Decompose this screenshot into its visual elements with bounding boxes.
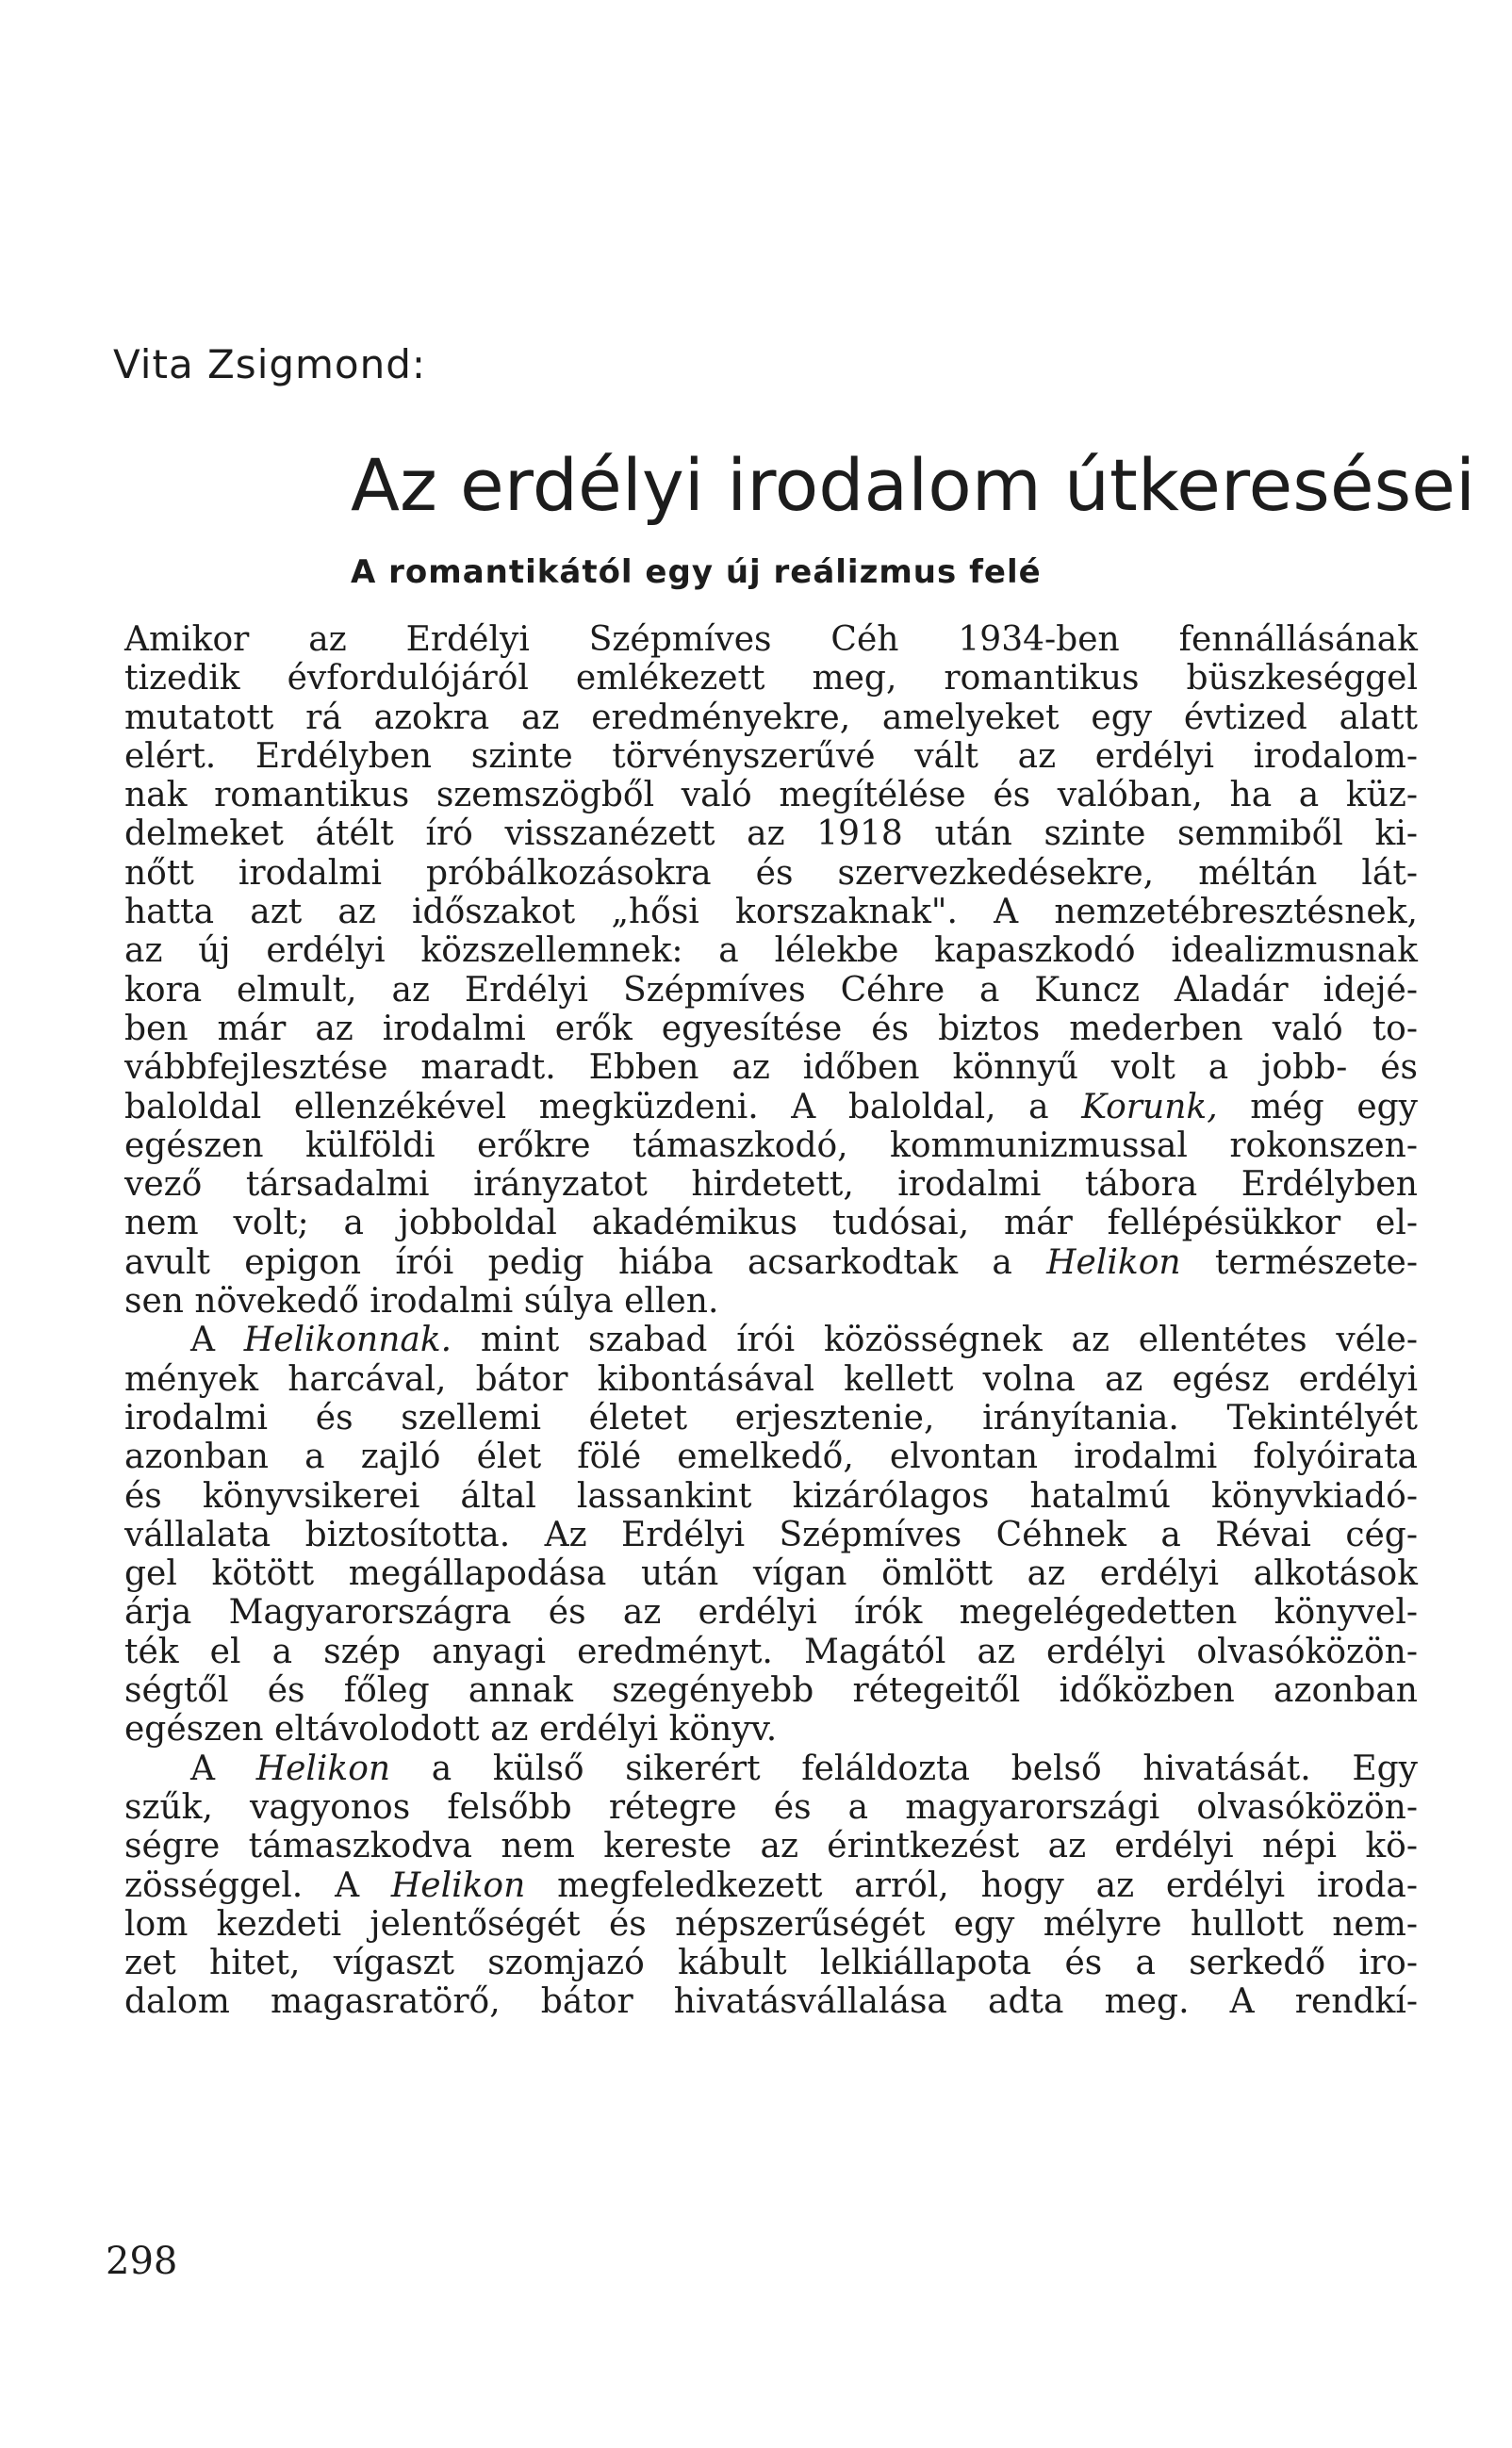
text-line xyxy=(124,1633,1418,1671)
text-segment: avult epigon írói pedig hiába acsarkodtak a xyxy=(124,1242,1047,1282)
text-line xyxy=(124,1982,1418,2021)
text-segment: az új erdélyi közszellemnek: a lélekbe kapaszkodó idealizmusnak xyxy=(124,931,1418,971)
text-line xyxy=(124,1477,1418,1516)
text-segment: tizedik évfordulójáról emlékezett meg, romantikus büszkeséggel xyxy=(124,659,1418,698)
text-line xyxy=(124,1905,1418,1944)
text-line xyxy=(124,1088,1418,1126)
text-segment: mint szabad írói közösségnek az ellentétes véle- xyxy=(452,1321,1418,1360)
text-line xyxy=(124,854,1418,893)
text-line xyxy=(124,814,1418,853)
text-segment: irodalmi és szellemi életet erjesztenie, irányítania. Tekintélyét xyxy=(124,1398,1418,1438)
italic-segment: Helikon xyxy=(1046,1242,1181,1282)
text-segment: lom kezdeti jelentőségét és népszerűségét egy mélyre hullott nem- xyxy=(124,1904,1418,1944)
text-line xyxy=(124,737,1418,776)
text-segment: dalom magasratörő, bátor hivatásvállalása adta meg. A rendkí- xyxy=(124,1982,1418,2022)
text-line xyxy=(124,1321,1418,1359)
text-segment: delmeket átélt író visszanézett az 1918 után szinte semmiből ki- xyxy=(124,814,1418,854)
text-line xyxy=(124,620,1418,659)
text-segment: A xyxy=(190,1321,244,1360)
text-segment: A xyxy=(190,1749,256,1788)
text-line xyxy=(124,1243,1418,1282)
text-segment: vező társadalmi irányzatot hirdetett, irodalmi tábora Erdélyben xyxy=(124,1165,1418,1205)
text-line xyxy=(124,1710,1418,1749)
text-line xyxy=(124,1944,1418,1982)
text-segment: szűk, vagyonos felsőbb rétegre és a magyarországi olvasóközön- xyxy=(124,1787,1418,1827)
text-line xyxy=(124,1126,1418,1165)
text-line xyxy=(124,893,1418,931)
text-line xyxy=(124,931,1418,970)
text-segment: ben már az irodalmi erők egyesítése és biztos mederben való to- xyxy=(124,1009,1418,1048)
text-line xyxy=(124,1165,1418,1204)
text-segment: még egy xyxy=(1217,1087,1419,1126)
text-segment: árja Magyarországra és az erdélyi írók megelégedetten könyvel- xyxy=(124,1593,1418,1633)
text-line xyxy=(124,659,1418,698)
text-segment: kora elmult, az Erdélyi Szépmíves Céhre a Kuncz Aladár idejé- xyxy=(124,970,1418,1010)
text-segment: egészen külföldi erőkre támaszkodó, kommunizmussal rokonszen- xyxy=(124,1125,1418,1165)
text-segment: vábbfejlesztése maradt. Ebben az időben könnyű volt a jobb- és xyxy=(124,1048,1418,1088)
text-segment: ségtől és főleg annak szegényebb rétegeitől időközben azonban xyxy=(124,1671,1418,1711)
article-subtitle: A romantikától egy új reálizmus felé xyxy=(351,553,1042,591)
italic-segment: Korunk, xyxy=(1081,1087,1218,1126)
text-line xyxy=(124,1048,1418,1087)
text-segment: zösséggel. A xyxy=(124,1865,391,1905)
text-line xyxy=(124,1827,1418,1865)
text-line xyxy=(124,1399,1418,1438)
text-segment: a külső sikerért feláldozta belső hivatását. Egy xyxy=(390,1749,1418,1788)
text-line xyxy=(124,1204,1418,1242)
text-line xyxy=(124,971,1418,1010)
text-segment: mények harcával, bátor kibontásával kellett volna az egész erdélyi xyxy=(124,1359,1418,1399)
text-segment: sen növekedő irodalmi súlya ellen. xyxy=(124,1282,719,1322)
text-line xyxy=(124,776,1418,814)
article-body xyxy=(124,620,1418,2022)
author-name: Vita Zsigmond: xyxy=(113,341,427,387)
text-line xyxy=(124,1282,1418,1321)
text-line xyxy=(124,1671,1418,1710)
text-segment: ték el a szép anyagi eredményt. Magától az erdélyi olvasóközön- xyxy=(124,1632,1418,1671)
text-segment: hatta azt az időszakot „hősi korszaknak". A nemzetébresztésnek, xyxy=(124,893,1418,932)
text-line xyxy=(124,1438,1418,1476)
italic-segment: Helikon xyxy=(255,1749,391,1788)
text-segment: elért. Erdélyben szinte törvényszerűvé vált az erdélyi irodalom- xyxy=(124,736,1418,776)
text-segment: baloldal ellenzékével megküzdeni. A baloldal, a xyxy=(124,1087,1082,1126)
text-segment: megfeledkezett arról, hogy az erdélyi iroda- xyxy=(525,1865,1418,1905)
article-title: Az erdélyi irodalom útkeresései xyxy=(351,443,1476,527)
text-segment: mutatott rá azokra az eredményekre, amelyeket egy évtized alatt xyxy=(124,698,1418,737)
text-segment: gel kötött megállapodása után vígan ömlött az erdélyi alkotások xyxy=(124,1554,1418,1594)
text-line xyxy=(124,1750,1418,1788)
text-line xyxy=(124,1866,1418,1905)
text-line xyxy=(124,1360,1418,1399)
text-line xyxy=(124,1516,1418,1554)
text-segment: nőtt irodalmi próbálkozásokra és szervezkedésekre, méltán lát- xyxy=(124,853,1418,893)
text-segment: Amikor az Erdélyi Szépmíves Céh 1934-ben fennállásának xyxy=(124,620,1418,659)
text-segment: természete- xyxy=(1180,1242,1419,1282)
italic-segment: Helikonnak. xyxy=(243,1321,452,1360)
italic-segment: Helikon xyxy=(390,1865,526,1905)
text-line xyxy=(124,1010,1418,1048)
text-segment: nak romantikus szemszögből való megítélése és valóban, ha a küz- xyxy=(124,776,1418,815)
text-line xyxy=(124,1788,1418,1827)
text-segment: nem volt; a jobboldal akadémikus tudósai, már fellépésükkor el- xyxy=(124,1204,1418,1243)
page-number: 298 xyxy=(106,2240,178,2283)
text-line xyxy=(124,1554,1418,1593)
text-segment: ségre támaszkodva nem kereste az érintkezést az erdélyi népi kö- xyxy=(124,1827,1418,1866)
text-segment: zet hitet, vígaszt szomjazó kábult lelkiállapota és a serkedő iro- xyxy=(124,1944,1418,1983)
text-segment: egészen eltávolodott az erdélyi könyv. xyxy=(124,1710,778,1750)
text-segment: azonban a zajló élet fölé emelkedő, elvontan irodalmi folyóirata xyxy=(124,1438,1418,1477)
text-line xyxy=(124,1593,1418,1632)
text-line xyxy=(124,698,1418,737)
text-segment: vállalata biztosította. Az Erdélyi Szépmíves Céhnek a Révai cég- xyxy=(124,1515,1418,1554)
text-segment: és könyvsikerei által lassankint kizárólagos hatalmú könyvkiadó- xyxy=(124,1476,1418,1516)
